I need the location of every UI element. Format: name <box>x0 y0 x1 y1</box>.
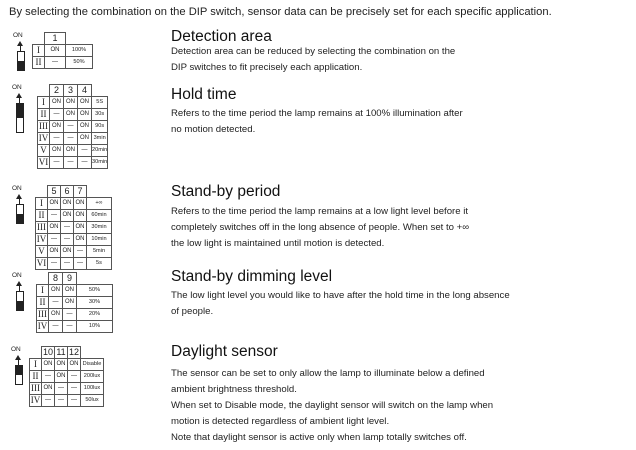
row-numeral: IV <box>38 133 49 143</box>
on-label: ON <box>11 346 21 353</box>
section-description <box>171 44 611 76</box>
section-title: Detection area <box>171 28 272 45</box>
section-title: Stand-by period <box>171 183 281 200</box>
switch-state: ON <box>78 120 92 132</box>
switch-state: — <box>74 257 87 269</box>
dip-switch-knob <box>18 61 24 70</box>
row-numeral: VI <box>38 157 49 167</box>
setting-value: Disable <box>81 358 104 370</box>
header-blank <box>37 273 49 285</box>
switch-state: — <box>63 308 77 320</box>
table-row <box>33 44 93 56</box>
table-row <box>30 358 104 370</box>
dip-switch-knob <box>16 366 22 375</box>
dip-setting-table <box>36 272 113 333</box>
row-numeral: IV <box>37 321 48 331</box>
row-numeral: III <box>31 383 40 393</box>
switch-state: — <box>78 156 92 168</box>
switch-state: — <box>61 221 74 233</box>
switch-state: ON <box>42 382 55 394</box>
dip-setting-table <box>29 346 104 407</box>
switch-state: ON <box>64 108 78 120</box>
table-row <box>36 245 112 257</box>
table-row <box>38 96 108 108</box>
table-row <box>38 120 108 132</box>
table-row <box>36 233 112 245</box>
row-numeral: IV <box>36 234 47 244</box>
switch-number: 1 <box>45 33 66 45</box>
table-header-row <box>38 85 108 97</box>
switch-state: ON <box>48 245 61 257</box>
description-line: completely switches off in the long absence of people. When set to +∞ <box>171 222 470 233</box>
dip-setting-table <box>35 185 112 270</box>
switch-state: ON <box>74 221 87 233</box>
row-numeral: IV <box>30 395 41 405</box>
on-label: ON <box>12 84 22 91</box>
switch-state: ON <box>74 209 87 221</box>
description-line: The low light level you would like to have after the hold time in the long absence <box>171 290 510 301</box>
switch-state: ON <box>61 209 74 221</box>
switch-state: — <box>64 132 78 144</box>
switch-state: ON <box>64 144 78 156</box>
switch-state: ON <box>48 197 61 209</box>
setting-value: 5min <box>87 245 112 257</box>
switch-state: — <box>55 394 68 406</box>
switch-state: — <box>42 370 55 382</box>
header-blank <box>87 186 112 198</box>
table-row <box>38 132 108 144</box>
switch-number: 3 <box>64 85 78 97</box>
switch-state: ON <box>78 132 92 144</box>
switch-state: — <box>74 245 87 257</box>
row-numeral: II <box>36 209 48 221</box>
switch-state: — <box>64 156 78 168</box>
setting-value: 50% <box>66 56 93 68</box>
switch-state: — <box>78 144 92 156</box>
switch-state: ON <box>55 370 68 382</box>
section-description <box>171 288 611 320</box>
row-numeral: I <box>33 44 45 56</box>
switch-number: 12 <box>68 347 79 358</box>
switch-state: — <box>61 257 74 269</box>
description-line: the low light is maintained until motion is detected. <box>171 238 385 249</box>
switch-state: ON <box>78 108 92 120</box>
table-row <box>37 308 113 320</box>
switch-state: — <box>63 320 77 332</box>
setting-value: 90s <box>92 120 108 132</box>
description-line: Refers to the time period the lamp remains at 100% illumination after <box>171 108 463 119</box>
header-blank <box>77 273 113 285</box>
table-row <box>36 221 112 233</box>
switch-state: ON <box>63 296 77 308</box>
header-blank <box>36 186 48 198</box>
switch-state: ON <box>45 44 66 56</box>
dip-switch-knob <box>17 301 23 310</box>
switch-number: 6 <box>61 186 74 198</box>
description-line: ambient brightness threshold. <box>171 384 297 395</box>
switch-number: 9 <box>63 273 77 285</box>
setting-value: 30s <box>92 108 108 120</box>
row-numeral: II <box>33 56 45 68</box>
table-row <box>36 197 112 209</box>
switch-state: — <box>68 394 81 406</box>
on-label: ON <box>12 272 22 279</box>
table-row <box>30 370 104 382</box>
row-numeral: I <box>38 96 50 108</box>
row-numeral: III <box>39 121 48 131</box>
switch-state: ON <box>50 96 64 108</box>
description-line: Detection area can be reduced by selecting the combination on the <box>171 46 456 57</box>
switch-state: ON <box>55 358 68 370</box>
switch-state: ON <box>42 358 55 370</box>
switch-state: — <box>68 382 81 394</box>
table-header-row <box>36 186 112 198</box>
switch-number: 2 <box>50 85 64 97</box>
switch-number: 4 <box>78 85 92 97</box>
setting-value: 60min <box>87 209 112 221</box>
table-header-row <box>30 347 104 359</box>
header-blank <box>33 33 45 45</box>
dip-switch-body <box>17 51 25 71</box>
switch-number: 10 <box>42 347 53 358</box>
dip-switch-body <box>15 365 23 385</box>
table-row <box>37 284 113 296</box>
switch-state: — <box>48 209 61 221</box>
switch-state: — <box>45 56 66 68</box>
row-numeral: II <box>37 296 49 308</box>
dip-switch-knob <box>17 104 23 118</box>
table-row <box>30 394 104 406</box>
row-numeral: V <box>36 245 48 257</box>
header-blank <box>92 85 108 97</box>
dip-switch-body <box>16 291 24 311</box>
switch-state: — <box>50 108 64 120</box>
setting-value: 20% <box>77 308 113 320</box>
setting-value: 50lux <box>81 394 104 406</box>
table-header-row <box>37 273 113 285</box>
switch-state: ON <box>61 197 74 209</box>
switch-state: ON <box>48 221 61 233</box>
section-title: Daylight sensor <box>171 343 278 360</box>
setting-value: 3min <box>92 132 108 144</box>
switch-state: ON <box>50 144 64 156</box>
switch-state: ON <box>49 284 63 296</box>
dip-setting-table <box>32 32 93 69</box>
switch-state: ON <box>50 120 64 132</box>
description-line: When set to Disable mode, the daylight sensor will switch on the lamp when <box>171 400 494 411</box>
header-blank <box>66 33 93 45</box>
row-numeral: III <box>37 222 46 232</box>
row-numeral: V <box>38 144 50 156</box>
description-line: Refers to the time period the lamp remains at a low light level before it <box>171 206 469 217</box>
table-row <box>36 209 112 221</box>
setting-value: 50% <box>77 284 113 296</box>
setting-value: 20min <box>92 144 108 156</box>
row-numeral: II <box>38 108 50 120</box>
setting-value: 5S <box>92 96 108 108</box>
switch-state: — <box>48 233 61 245</box>
description-line: no motion detected. <box>171 124 256 135</box>
table-row <box>30 382 104 394</box>
row-numeral: I <box>36 197 48 209</box>
dip-setting-table <box>37 84 108 169</box>
row-numeral: I <box>30 358 42 370</box>
switch-state: — <box>49 296 63 308</box>
switch-state: ON <box>64 96 78 108</box>
dip-switch-icon <box>12 272 34 332</box>
section-description <box>171 366 611 446</box>
switch-state: ON <box>78 96 92 108</box>
on-label: ON <box>13 32 23 39</box>
switch-state: ON <box>61 245 74 257</box>
switch-number: 11 <box>56 347 66 358</box>
table-row <box>37 320 113 332</box>
setting-value: 200lux <box>81 370 104 382</box>
switch-number: 5 <box>48 186 61 198</box>
dip-switch-body <box>16 103 24 133</box>
switch-state: ON <box>68 358 81 370</box>
section-description <box>171 106 611 138</box>
table-row <box>38 108 108 120</box>
switch-state: ON <box>49 308 63 320</box>
on-label: ON <box>12 185 22 192</box>
switch-state: ON <box>63 284 77 296</box>
switch-state: — <box>61 233 74 245</box>
description-line: motion is detected regardless of ambient light level. <box>171 416 390 427</box>
header-blank <box>81 347 104 359</box>
dip-switch-body <box>16 204 24 224</box>
section-title: Hold time <box>171 86 237 103</box>
setting-value: 30min <box>87 221 112 233</box>
table-row <box>38 156 108 168</box>
header-blank <box>38 85 50 97</box>
switch-number: 8 <box>49 273 63 285</box>
description-line: Note that daylight sensor is active only when lamp totally switches off. <box>171 432 467 443</box>
switch-state: — <box>55 382 68 394</box>
table-row <box>33 56 93 68</box>
setting-value: +∞ <box>87 197 112 209</box>
dip-switch-icon <box>12 84 34 144</box>
row-numeral: II <box>30 370 42 382</box>
switch-state: — <box>64 120 78 132</box>
intro-text: By selecting the combination on the DIP switch, sensor data can be precisely set for each specific application. <box>9 6 552 18</box>
setting-value: 10% <box>77 320 113 332</box>
setting-value: 30min <box>92 156 108 168</box>
switch-state: ON <box>74 197 87 209</box>
section-description <box>171 204 611 252</box>
section-title: Stand-by dimming level <box>171 268 333 285</box>
description-line: DIP switches to fit precisely each application. <box>171 62 363 73</box>
row-numeral: VI <box>36 258 47 268</box>
description-line: The sensor can be set to only allow the lamp to illuminate below a defined <box>171 368 485 379</box>
setting-value: 30% <box>77 296 113 308</box>
switch-state: — <box>68 370 81 382</box>
table-row <box>36 257 112 269</box>
switch-state: ON <box>74 233 87 245</box>
description-line: of people. <box>171 306 214 317</box>
setting-value: 5s <box>87 257 112 269</box>
header-blank <box>30 347 42 359</box>
switch-state: — <box>49 320 63 332</box>
switch-state: — <box>50 132 64 144</box>
dip-switch-knob <box>17 214 23 223</box>
table-row <box>38 144 108 156</box>
setting-value: 100lux <box>81 382 104 394</box>
switch-state: — <box>50 156 64 168</box>
row-numeral: I <box>37 284 49 296</box>
table-row <box>37 296 113 308</box>
setting-value: 100% <box>66 44 93 56</box>
dip-switch-icon <box>12 185 34 245</box>
switch-state: — <box>48 257 61 269</box>
table-header-row <box>33 33 93 45</box>
setting-value: 10min <box>87 233 112 245</box>
switch-state: — <box>42 394 55 406</box>
row-numeral: III <box>38 309 47 319</box>
switch-number: 7 <box>74 186 87 198</box>
